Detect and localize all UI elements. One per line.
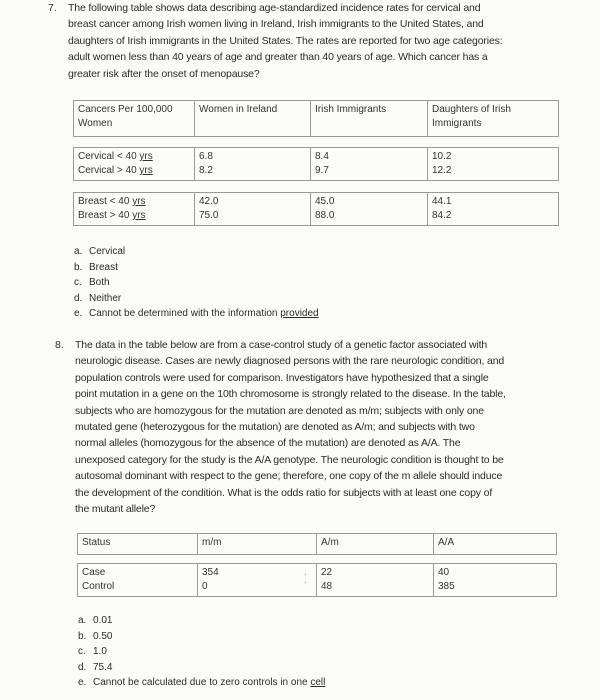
choice-letter: e. [74, 308, 83, 320]
question-line: unexposed category for the study is the A/A genotype. The neurologic condition is thought to be [75, 453, 504, 466]
choice-text-main: Cannot be calculated due to zero controls in one [93, 677, 311, 689]
question-line: adult women less than 40 years of age and greater than 40 years of age. Which cancer has a [68, 51, 488, 64]
scan-mark: · [304, 570, 307, 579]
q7-breast-labels [74, 193, 195, 226]
q8-answer-choices [78, 613, 578, 691]
cell-value: 84.2 [432, 210, 452, 221]
row-label-unit: yrs [132, 196, 146, 207]
scan-mark: · [304, 578, 307, 587]
choice-text: Cervical [89, 246, 126, 257]
q8-spacer-row [78, 555, 557, 564]
q7-answer-choices [74, 244, 574, 322]
choice-letter: e. [78, 677, 87, 689]
cell-value: 10.2 [432, 151, 452, 162]
q7-header-cancers: Cancers Per 100,000 Women [74, 101, 195, 137]
question-line: the mutant allele? [75, 503, 156, 516]
row-label: Cervical > 40 [78, 165, 140, 176]
question-line: the development of the condition. What is the odds ratio for subjects with at least one copy of [75, 486, 493, 499]
row-label-unit: yrs [139, 151, 153, 162]
row-label: Cervical < 40 [78, 151, 140, 162]
q7-spacer-row [74, 137, 559, 148]
choice-text-main: Cannot be determined with the information [89, 308, 281, 320]
choice-text: 0.01 [93, 615, 113, 626]
cell-value: 12.2 [432, 165, 452, 176]
cell-value: 0 [202, 581, 208, 592]
cell-value: 88.0 [315, 210, 335, 221]
q8-choice-c[interactable] [78, 644, 578, 660]
q7-cervical-immigrants [311, 148, 428, 181]
question-line: normal alleles (homozygous for the absence of the mutation) are denoted as A/A. The [75, 437, 461, 450]
question-line: The following table shows data describing age-standardized incidence rates for cervical and [68, 2, 481, 14]
q7-cervical-row [74, 148, 559, 181]
cell-value: 45.0 [315, 196, 335, 207]
q7-cervical-ireland [195, 148, 311, 181]
row-label: Control [82, 581, 115, 592]
choice-letter: d. [78, 661, 87, 673]
choice-letter: b. [74, 261, 83, 273]
choice-text: 1.0 [93, 646, 107, 658]
q8-choice-b[interactable] [78, 629, 578, 645]
question-line: mutated gene (heterozygous for the mutation) are denoted as A/m; and subjects with two [75, 421, 475, 434]
row-label: Breast > 40 [78, 210, 133, 221]
q7-choice-e[interactable] [74, 306, 574, 322]
choice-text: 75.4 [93, 661, 113, 673]
row-label: Case [82, 567, 106, 578]
q8-number: 8. [55, 339, 64, 351]
q8-header-row [78, 534, 557, 555]
q8-status-cell [78, 564, 198, 597]
question-line: population controls were used for comparison. Investigators have hypothesized that a single [75, 371, 489, 384]
cell-value: 44.1 [432, 196, 452, 207]
q7-cervical-daughters [428, 148, 559, 181]
choice-text: Both [89, 277, 110, 289]
q7-choice-b[interactable] [74, 260, 574, 276]
q8-choice-e[interactable] [78, 675, 578, 691]
cell-value: 9.7 [315, 165, 329, 176]
q8-header-aa: A/A [434, 534, 557, 555]
choice-text: Neither [89, 292, 122, 304]
q7-header-immigrants: Irish Immigrants [311, 101, 428, 137]
question-line: autosomal dominant with respect to the gene; therefore, one copy of the m allele should induce [75, 470, 503, 483]
cell-value: 385 [438, 581, 455, 592]
choice-letter: c. [74, 277, 82, 289]
choice-text [93, 675, 325, 691]
q8-aa-cell [434, 564, 557, 597]
question-line: greater risk after the onset of menopause? [68, 67, 260, 80]
choice-text: 0.50 [93, 630, 113, 642]
q8-choice-a[interactable] [78, 613, 578, 629]
choice-text-underlined: cell [310, 677, 326, 689]
q8-header-mm: m/m [198, 534, 317, 555]
q8-am-cell [317, 564, 434, 597]
q8-choice-d[interactable] [78, 660, 578, 676]
q7-breast-row [74, 193, 559, 226]
choice-text-underlined: provided [280, 308, 319, 320]
q8-question-text [75, 337, 593, 517]
cell-value: 75.0 [199, 210, 219, 221]
choice-letter: b. [78, 630, 87, 642]
q7-choice-d[interactable] [74, 291, 574, 307]
q8-header-am: A/m [317, 534, 434, 555]
q7-header-ireland: Women in Ireland [195, 101, 311, 137]
question-line: breast cancer among Irish women living in Ireland, Irish immigrants to the United States, and [68, 18, 484, 31]
choice-letter: a. [74, 246, 83, 257]
question-line: subjects who are homozygous for the mutation are denoted as m/m; subjects with only one [75, 404, 484, 417]
choice-text: Breast [89, 261, 118, 273]
q7-cervical-labels [74, 148, 195, 181]
cell-value: 8.4 [315, 151, 329, 162]
choice-text [89, 306, 319, 322]
q8-header-status: Status [78, 534, 198, 555]
q8-genotype-table [77, 533, 557, 597]
q7-header-daughters: Daughters of Irish Immigrants [428, 101, 559, 137]
q7-choice-a[interactable] [74, 244, 574, 260]
cell-value: 42.0 [199, 196, 219, 207]
choice-letter: d. [74, 292, 83, 304]
q7-question-text [68, 0, 593, 82]
q7-spacer-row [74, 181, 559, 193]
q8-mm-cell [198, 564, 317, 597]
row-label-unit: yrs [132, 210, 146, 221]
cell-value: 40 [438, 567, 450, 578]
cell-value: 354 [202, 567, 219, 578]
q7-incidence-table [73, 100, 559, 226]
choice-letter: a. [78, 615, 87, 626]
choice-letter: c. [78, 646, 86, 658]
row-label-unit: yrs [139, 165, 153, 176]
cell-value: 48 [321, 581, 333, 592]
question-line: point mutation in a gene on the 10th chromosome is strongly related to the disease. In the table, [75, 388, 506, 401]
row-label: Breast < 40 [78, 196, 133, 207]
question-line: daughters of Irish immigrants in the United States. The rates are reported for two age categories: [68, 34, 503, 47]
q8-data-row [78, 564, 557, 597]
question-line: neurologic disease. Cases are newly diagnosed persons with the rare neurologic condition, and [75, 355, 505, 368]
q7-breast-immigrants [311, 193, 428, 226]
q7-number: 7. [48, 2, 57, 14]
question-line: The data in the table below are from a case-control study of a genetic factor associated with [75, 339, 488, 351]
cell-value: 6.8 [199, 151, 213, 162]
q7-breast-daughters [428, 193, 559, 226]
q7-choice-c[interactable] [74, 275, 574, 291]
q7-header-row [74, 101, 559, 137]
cell-value: 22 [321, 567, 333, 578]
q7-breast-ireland [195, 193, 311, 226]
cell-value: 8.2 [199, 165, 213, 176]
